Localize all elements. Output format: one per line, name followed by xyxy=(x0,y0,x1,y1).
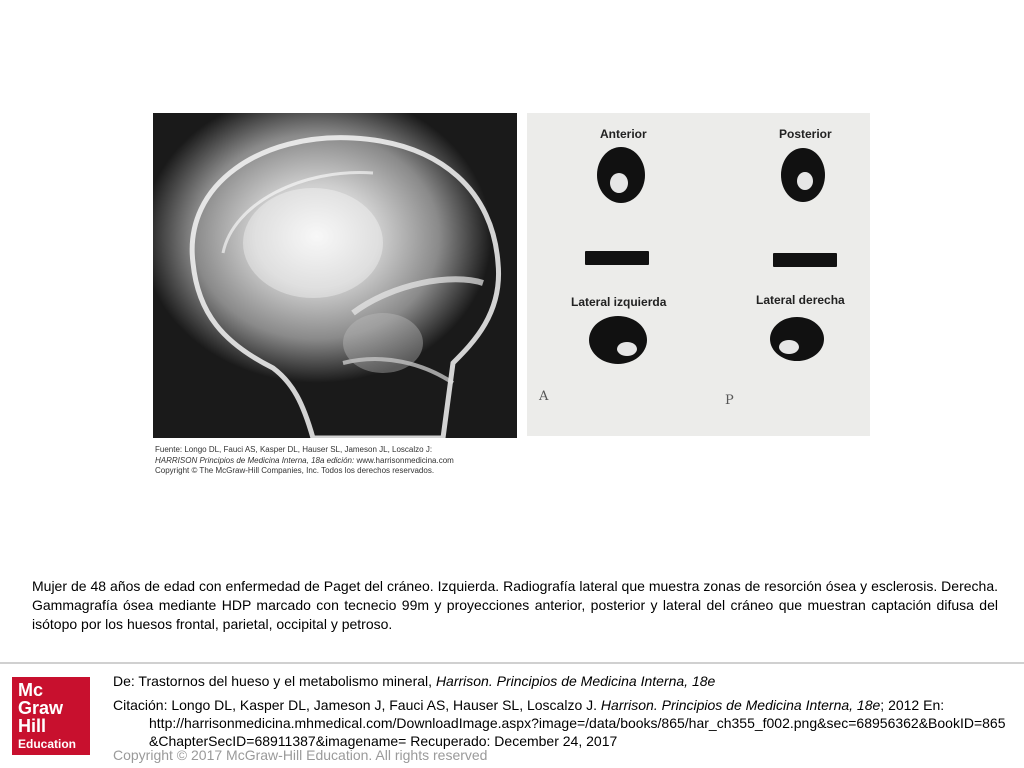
credit-line-3: Copyright © The McGraw-Hill Companies, Inc. Todos los derechos reservados. xyxy=(155,466,435,475)
logo-line-2: Graw xyxy=(18,698,64,718)
scan-label-posterior: Posterior xyxy=(779,127,832,141)
logo-line-1: Mc xyxy=(18,680,44,700)
bone-scan-image xyxy=(527,113,870,436)
scan-bar-posterior xyxy=(773,253,837,267)
citation-book: Harrison. Principios de Medicina Interna, 18e xyxy=(600,697,881,713)
scan-label-lateral-izquierda: Lateral izquierda xyxy=(571,295,667,309)
logo-line-3: Hill xyxy=(18,716,47,736)
logo-line-4: Education xyxy=(18,737,77,751)
citation-suffix: ; 2012 En: xyxy=(880,697,945,713)
skull-outline xyxy=(153,113,517,438)
figure xyxy=(153,113,870,481)
scan-mark-a: A xyxy=(539,389,549,404)
scan-mark-p: P xyxy=(725,393,734,408)
scan-bar-anterior xyxy=(585,251,649,265)
xray-image xyxy=(153,113,517,438)
copyright-notice: Copyright © 2017 McGraw-Hill Education. All rights reserved xyxy=(113,747,488,763)
scan-label-anterior: Anterior xyxy=(600,127,647,141)
figure-credit xyxy=(155,445,454,477)
citation-text xyxy=(113,696,1013,750)
credit-line-1: Fuente: Longo DL, Fauci AS, Kasper DL, Hauser SL, Jameson JL, Loscalzo J: xyxy=(155,445,433,454)
source-book: Harrison. Principios de Medicina Interna, 18e xyxy=(435,673,716,689)
mcgraw-hill-logo xyxy=(12,677,90,755)
footer-divider xyxy=(0,662,1024,664)
source-line xyxy=(113,672,715,690)
scan-label-lateral-derecha: Lateral derecha xyxy=(756,293,845,307)
credit-line-2-rest: www.harrisonmedicina.com xyxy=(354,455,454,465)
figure-caption: Mujer de 48 años de edad con enfermedad de Paget del cráneo. Izquierda. Radiografía lateral que muestra zonas de resorción ósea y esclerosis. Derecha. Gammagrafía ósea mediante HDP marcado con tecnecio 99m y proyecciones anterior, posterior y lateral del cráneo que muestran captación difusa del isótopo por los huesos frontal, parietal, occipital y petroso. xyxy=(32,578,998,632)
scan-uptake-shapes xyxy=(527,113,870,436)
citation-url[interactable]: http://harrisonmedicina.mhmedical.com/DownloadImage.aspx?image=/data/books/865/har_ch355_f002.png&sec=68956362&BookID=865&ChapterSecID=68911387&imagename= Recuperado: December 24, 2017 xyxy=(149,715,1006,749)
credit-line-2-italic: HARRISON Principios de Medicina Interna, 18a edición: xyxy=(155,455,355,465)
source-prefix: De: Trastornos del hueso y el metabolismo mineral, xyxy=(113,673,436,689)
credit-line-2 xyxy=(155,456,454,467)
citation-prefix: Citación: Longo DL, Kasper DL, Jameson J, Fauci AS, Hauser SL, Loscalzo J. xyxy=(113,697,601,713)
